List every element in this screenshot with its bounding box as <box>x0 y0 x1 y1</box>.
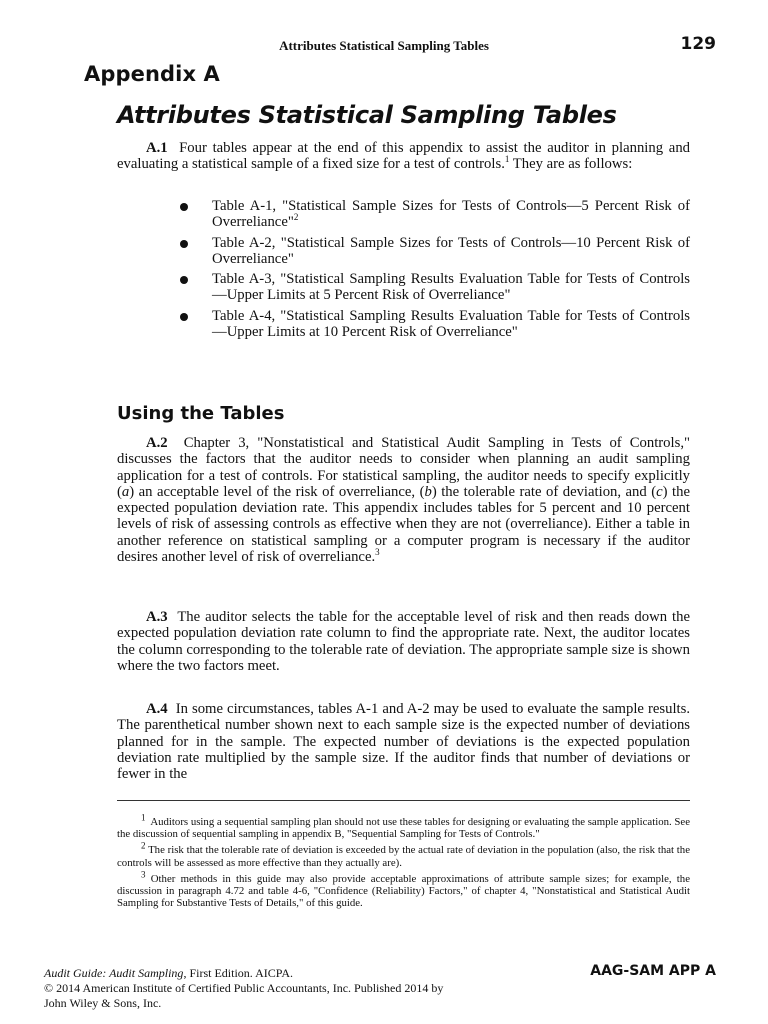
bullet-icon <box>180 240 188 248</box>
copyright-text: © 2014 American Institute of Certified Public Accountants, Inc. Published 2014 by John Wiley & Sons, Inc. <box>44 981 444 1010</box>
footnote-number: 3 <box>141 869 146 880</box>
enum-letter: a <box>121 483 130 500</box>
table-list <box>117 198 690 344</box>
footnote-divider <box>117 800 690 801</box>
paragraph-text: Four tables appear at the end of this appendix to assist the auditor in planning and evaluating a statistical sample of a fixed size for a test of controls. <box>117 140 691 173</box>
paragraph-text: In some circumstances, tables A-1 and A-2 may be used to evaluate the sample results. The parenthetical number shown next to each sample size is the expected number of deviations planned for in the sample. The expected number of deviations is the expected population deviation rate multiplied by the sample size. If the auditor finds that number of deviations or fewer in the <box>117 701 690 783</box>
list-item <box>117 235 690 268</box>
list-item <box>117 198 690 231</box>
footnote-number: 1 <box>141 812 146 823</box>
document-code: AAG-SAM APP A <box>590 963 716 979</box>
running-header <box>0 34 768 57</box>
list-item-text: Table A-4, "Statistical Sampling Results Evaluation Table for Tests of Controls—Upper Limits at 10 Percent Risk of Overreliance" <box>212 307 690 341</box>
list-item <box>117 271 690 304</box>
paragraph-a1 <box>117 140 690 173</box>
paragraph-a3 <box>117 609 690 674</box>
footnote-number: 2 <box>141 840 146 851</box>
paragraph-text: The auditor selects the table for the acceptable level of risk and then reads down the expected population deviation rate column to find the appropriate rate. Next, the auditor locates the column corresponding to the tolerable rate of deviation. The appropriate sample size is shown where the two factors meet. <box>117 609 690 674</box>
footnote <box>117 812 690 841</box>
footnote <box>117 840 690 869</box>
enum-letter: b <box>424 483 432 500</box>
bullet-icon <box>180 313 188 321</box>
list-item-text: Table A-2, "Statistical Sample Sizes for Tests of Controls—10 Percent Risk of Overreliance" <box>212 234 690 267</box>
paragraph-text: ) the expected population deviation rate. This appendix includes tables for 5 percent and 10 percent levels of risk of assessing controls as effective when they are not (overreliance). Either a table in another reference on statistical sampling or a computer program is necessary if the auditor desires another level of risk of overreliance. <box>117 483 690 566</box>
list-item <box>117 308 690 341</box>
paragraph-text: They are as follows: <box>509 156 633 173</box>
edition-text: , First Edition. AICPA. <box>183 966 294 980</box>
footnotes <box>117 812 690 913</box>
paragraph-number: A.1 <box>146 140 168 156</box>
list-item-text: Table A-1, "Statistical Sample Sizes for Tests of Controls—5 Percent Risk of Overreliance" <box>212 198 690 231</box>
paragraph-a2 <box>117 435 690 565</box>
page-number: 129 <box>680 34 716 54</box>
bullet-icon <box>180 276 188 284</box>
footnote-text: Other methods in this guide may also provide acceptable approximations of attribute sample sizes; for example, the discussion in paragraph 4.72 and table 4-6, "Confidence (Reliability) Factors," of chapter 4, "Nonstatistical and Statistical Audit Sampling for Substantive Tests of Details," of this guide. <box>117 872 690 910</box>
paragraph-number: A.2 <box>146 435 168 451</box>
footnote-ref[interactable]: 2 <box>293 212 299 223</box>
enum-letter: c <box>656 483 663 500</box>
list-item-text: Table A-3, "Statistical Sampling Results Evaluation Table for Tests of Controls—Upper Limits at 5 Percent Risk of Overreliance" <box>212 271 690 304</box>
running-title: Attributes Statistical Sampling Tables <box>279 38 489 53</box>
paragraph-text: ) the tolerable rate of deviation, and ( <box>431 483 657 500</box>
footnote-text: The risk that the tolerable rate of deviation is exceeded by the actual rate of deviation in the population (also, the risk that the controls will be assessed as more effective than they actually are). <box>117 844 690 869</box>
footer-citation <box>44 966 444 1011</box>
section-heading: Using the Tables <box>117 403 285 424</box>
paragraph-number: A.4 <box>146 701 168 717</box>
paragraph-number: A.3 <box>146 609 168 625</box>
footnote-text: Auditors using a sequential sampling plan should not use these tables for designing or evaluating the sample application. See the discussion of sequential sampling in appendix B, "Sequential Sampling for Tests of Controls." <box>117 816 690 841</box>
page-title: Attributes Statistical Sampling Tables <box>117 101 617 129</box>
book-title: Audit Guide: Audit Sampling <box>44 966 184 980</box>
paragraph-text: Chapter 3, "Nonstatistical and Statistical Audit Sampling in Tests of Controls," discusses the factors that the auditor needs to consider when planning an audit sampling application for a test of controls. For statistical sampling, the auditor needs to specify explicitly ( <box>117 435 690 500</box>
footnote-ref[interactable]: 1 <box>504 154 510 165</box>
bullet-icon <box>180 203 188 211</box>
paragraph-a4 <box>117 701 690 782</box>
footnote <box>117 869 690 910</box>
appendix-label: Appendix A <box>84 62 220 86</box>
paragraph-text: ) an acceptable level of the risk of overreliance, ( <box>129 483 425 500</box>
footnote-ref[interactable]: 3 <box>375 547 380 558</box>
